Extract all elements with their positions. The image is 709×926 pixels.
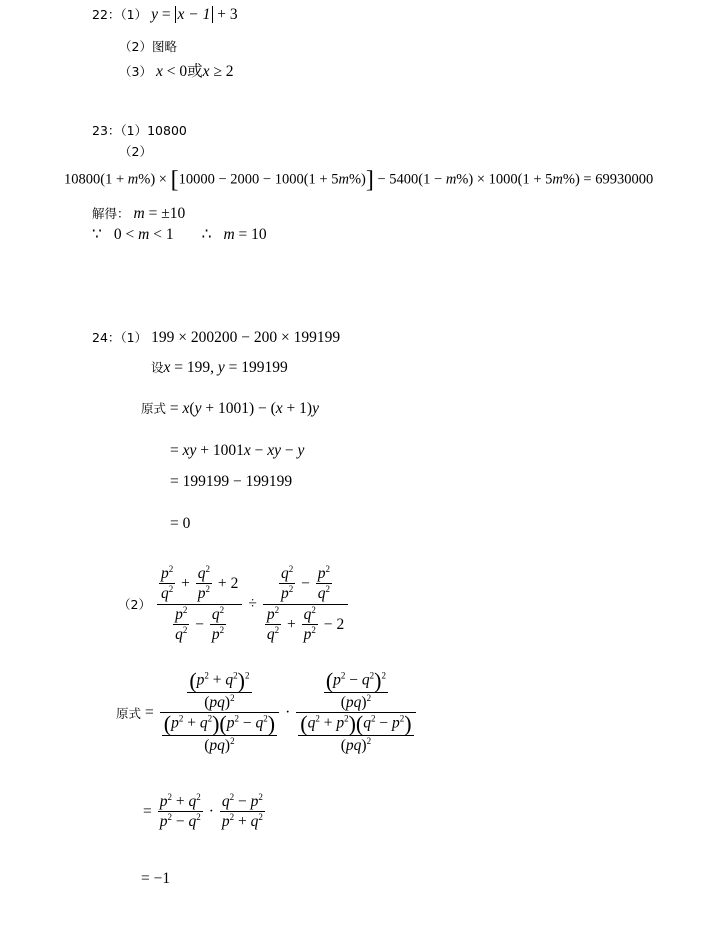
q22-p1-label: （1） (120, 7, 148, 22)
q22-p3-inequality: x < 0或x ≥ 2 (155, 63, 234, 80)
q22-part3: （3） x < 0或x ≥ 2 (119, 63, 234, 80)
q23-solution: m = ±10 (133, 205, 186, 222)
q22-label: 22： (92, 7, 121, 22)
q23-since-condition: 0 < m < 1 (113, 226, 174, 243)
q24-p2-step1-right: $\frac{\frac{(p^2 - q^2)^2}{(pq)^2}}{\frac{(q^2 + p^2)(q^2 - p^2)}{(pq)^2}}$ (296, 670, 415, 756)
q22-p2-text: 图略 (151, 39, 177, 54)
q24-step3: = 199199 − 199199 (170, 473, 293, 490)
q24-p2-step1-left: $\frac{\frac{(p^2 + q^2)^2}{(pq)^2}}{\frac{(p^2 + q^2)(p^2 - q^2)}{(pq)^2}}$ (160, 670, 279, 756)
q24-p2-step2-right: $\frac{q^2 - p^2}{p^2 + q^2}$ (221, 792, 263, 831)
division-sign: ÷ (248, 595, 257, 613)
q24-part2-step2: = $\frac{p^2 + q^2}{p^2 - q^2}$ · $\frac{q^2 - p^2}{p^2 + q^2}$ (143, 792, 263, 831)
q23-p1-value: 10800 (147, 123, 187, 138)
q23-solve-line: 解得： m = ±10 (92, 205, 186, 222)
q24-p2-step2-left: $\frac{p^2 + q^2}{p^2 - q^2}$ (159, 792, 201, 831)
q24-let-line: 设x = 199, y = 199199 (151, 359, 288, 376)
q24-label: 24： (92, 330, 121, 345)
because-symbol: ∵ (92, 226, 102, 243)
q23-part2-label: （2） (119, 144, 152, 159)
q24-step1: 原式 = x(y + 1001) − (x + 1)y (141, 400, 319, 417)
q22-part1 (92, 5, 238, 24)
q24-p2-left-fraction: $\frac{p^2}{q^2}$ + $\frac{q^2}{p^2}$ + 2 $\frac{p^2}{q^2}$ − $\frac{q^2}{p^2}$ (157, 564, 242, 645)
q23-since-line (92, 225, 267, 244)
q24-part1: 24：（1） 199 × 200200 − 200 × 199199 (92, 329, 341, 346)
q24-step4: = 0 (170, 515, 191, 532)
q24-final-answer: = −1 (141, 870, 171, 887)
q24-p2-right-fraction: $\frac{q^2}{p^2}$ − $\frac{p^2}{q^2}$ $\frac{p^2}{q^2}$ + $\frac{q^2}{p^2}$ − 2 (263, 564, 348, 645)
therefore-symbol: ∴ (201, 226, 212, 243)
q24-part2-expression (116, 564, 348, 645)
q24-p2-label: （2） (118, 597, 151, 613)
q22-part2: （2）图略 (119, 39, 177, 54)
q23-part1: 23：（1）10800 (92, 123, 187, 138)
q24-part2-step1: 原式 = $\frac{\frac{(p^2 + q^2)^2}{(pq)^2}}{\frac{(p^2 + q^2)(p^2 - q^2)}{(pq)^2}}$ · $\frac{\frac{(p^2 - q^2)^2}{(pq)^2}}{\frac{(q^2 + p^2)(q^2 - p^2)}{(pq)^2}}$ (114, 670, 416, 756)
q24-p1-expression: 199 × 200200 − 200 × 199199 (151, 329, 341, 346)
multiply-dot: · (285, 703, 291, 721)
q24-step2: = xy + 1001x − xy − y (170, 442, 305, 459)
q23-conclusion: m = 10 (223, 226, 267, 243)
q22-p1-equation: y = x − 1 + 3 (151, 6, 238, 23)
q23-label: 23： (92, 123, 121, 138)
q23-equation: 10800(1 + m%) × [10000 − 2000 − 1000(1 + 5m%)] − 5400(1 − m%) × 1000(1 + 5m%) = 69930000 (64, 167, 654, 193)
